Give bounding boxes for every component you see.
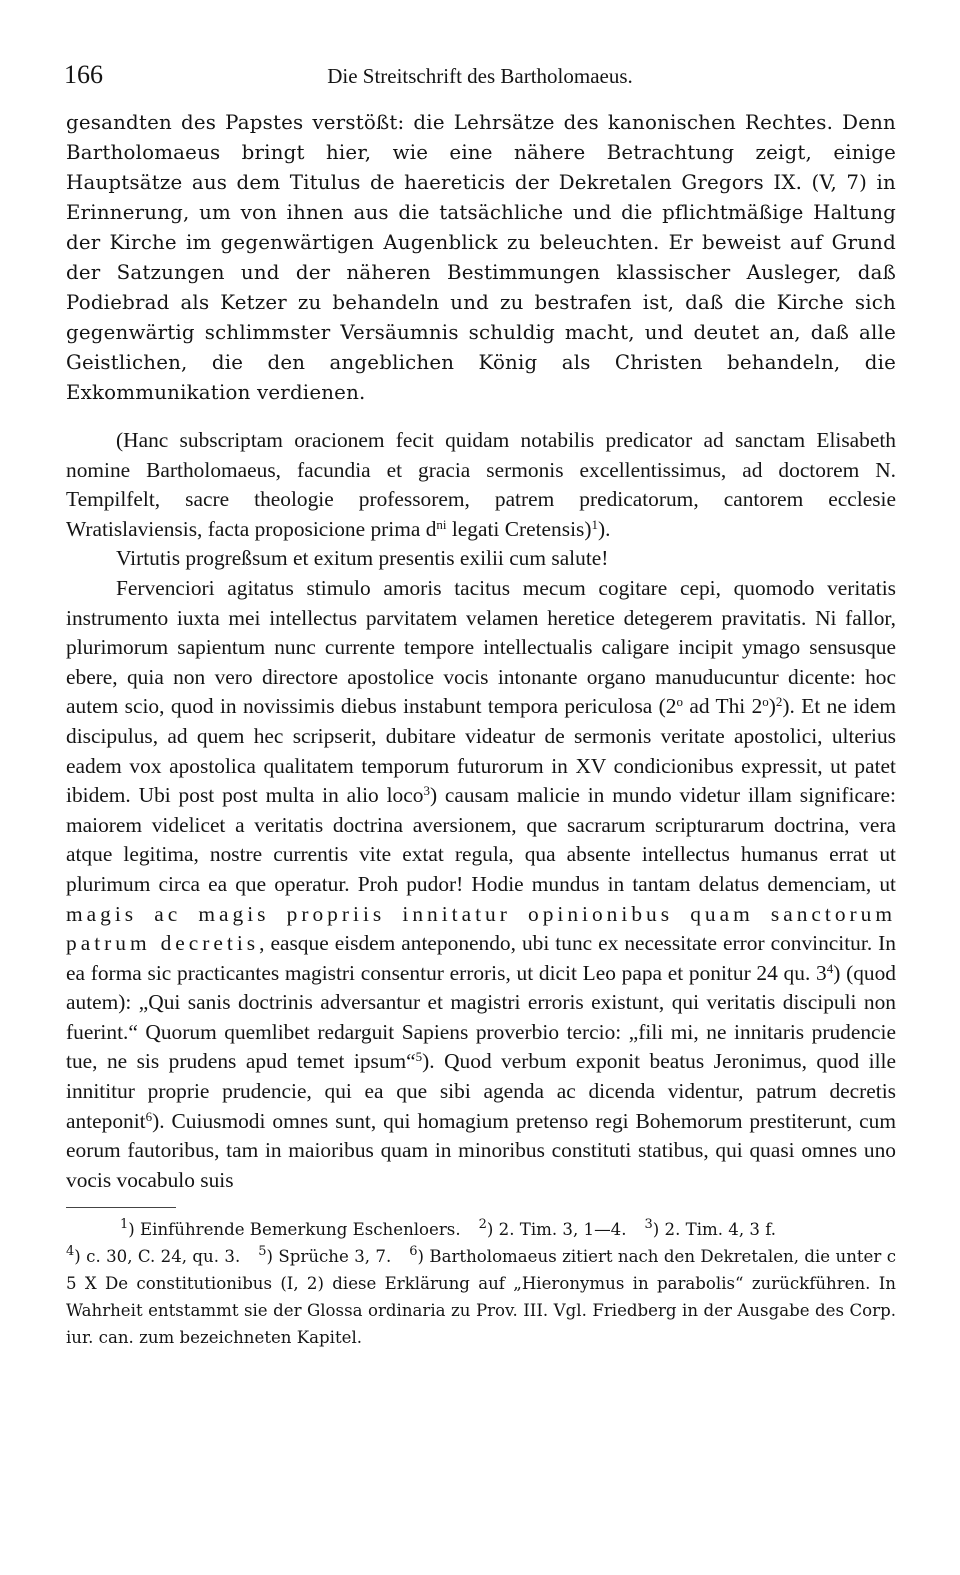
german-paragraph: gesandten des Papstes verstößt: die Lehrsätze des kanonischen Rechtes. Denn Bartholomaeus bringt hier, wie eine nähere Betrachtung zeigt, einige Hauptsätze aus dem Titulus de haereticis der Dekretalen Gregors IX. (V, 7) in Erinnerung, um von ihnen aus die tatsächliche und die pflichtmäßige Haltung der Kirche im gegenwärtigen Augenblick zu beleuchten. Er beweist auf Grund der Satzungen und der näheren Bestimmungen klassischer Ausleger, daß Podiebrad als Ketzer zu behandeln und zu bestrafen ist, daß die Kirche sich gegenwärtig schlimmster Versäumnis schuldig macht, und deutet an, daß alle Geistlichen, die den angeblichen König als Christen behandeln, die Exkommunikation verdienen.	[66, 111, 896, 404]
footnote-line-1: $^1$) Einführende Bemerkung Eschenloers. $^2$) 2. Tim. 3, 1—4. $^3$) 2. Tim. 4, 3 f.	[120, 1217, 777, 1240]
latin-paragraph-main: Fervenciori agitatus stimulo amoris tacitus mecum cogitare cepi, quomodo veritatis instrumento iuxta mei intellectus parvitatem velamen heretice detegerem pravitatis. Ni fallor, plurimorum sapientum nunc currente tempore intellectualis caligare incipit ymago sensusque ebere, quia non vero directore apostolice vocis intonante organo manuducuntur dicente: hoc autem scio, quod in novissimis diebus instabunt tempora periculosa (2$^o$ ad Thi 2$^o$)$^2$). Et ne idem discipulus, ad quem hec scripserit, dubitare videatur de sermonis veritate apostolici, ulterius eadem vox apostolica qualitatem temporum futurorum in XV condicionibus expressit, ut patet ibidem. Ubi post post multa in alio loco$^3$) causam malicie in mundo videtur illam significare: maiorem videlicet a veritatis doctrina aversionem, que sacrarum scripturarum doctrina, vera atque legitima, nostre currentis vite extat regula, qua absente intellectus humanus errat ut plurimum circa ea que operatur. Proh pudor! Hodie mundus in tantam delatus demenciam, ut magis ac magis propriis innitatur opinionibus quam sanctorum patrum decretis, easque eisdem anteponendo, ubi tunc ex necessitate error convincitur. In ea forma sic practicantes magistri consentur erroris, ut dicit Leo papa et ponitur 24 qu. $3^4$) (quod autem): „Qui sanis doctrinis adversantur et magistri erroris existunt, qui veritatis discipuli non fuerint.“ Quorum quemlibet redarguit Sapiens proverbio tercio: „fili mi, ne innitaris prudencie tue, ne sis prudens apud temet ipsum“$^5$). Quod verbum exponit beatus Jeronimus, quod ille innititur proprie prudencie, qui ea que sibi agenda ac dicenda videntur, patrum decretis anteponit$^6$). Cuiusmodi omnes sunt, qui homagium pretenso regi Bohemorum prestiterunt, cum eorum fautoribus, tam in maioribus quam in minoribus constituti statibus, qui quasi omnes uno vocis vocabulo suis	[66, 575, 896, 1192]
latin-text	[66, 426, 896, 1195]
footnote-ref: 3	[423, 783, 430, 799]
footnote-divider	[66, 1207, 176, 1208]
latin-salutation: Virtutis progreßsum et exitum presentis exilii cum salute!	[116, 546, 609, 571]
footnote-continuation: die unter c 5 X De constitutionibus (I, 2) diese Erklärung auf „Hieronymus in parabolis“ zurückführen. In Wahrheit entstammt sie der Glossa ordinaria zu Prov. III. Vgl. Friedberg in der Ausgabe des Corp. iur. can. zum bezeichneten Kapitel.	[66, 1247, 896, 1348]
footnote-ref: 6	[145, 1108, 153, 1124]
footnote-ref: 4	[826, 960, 834, 976]
footnote-ref: 5	[415, 1049, 423, 1065]
latin-paragraph-intro: (Hanc subscriptam oracionem fecit quidam notabilis predicator ad sanctam Elisabeth nomine Bartholomaeus, facundia et gracia sermonis excellentissimus, ad doctorem N. Tempilfelt, sacre theologie professorem, patrem predicatorum, cantorem ecclesie Wratislaviensis, facta proposicione prima $d^{ni}$ legati Cretensis)$^1$).	[66, 428, 896, 541]
footnote-ref: 2	[775, 694, 783, 710]
footnote-ref: 1	[591, 516, 598, 532]
footnotes	[66, 1216, 896, 1351]
spaced-emphasis: magis ac magis propriis innitatur opinionibus quam sanctorum patrum decretis	[66, 901, 896, 956]
footnote-line-2: $^4$) c. 30, C. 24, qu. 3. $^5$) Sprüche 3, 7. $^6$) Bartholomaeus zitiert nach den Dekretalen,	[66, 1244, 799, 1267]
page-header	[64, 60, 896, 96]
running-title: Die Streitschrift des Bartholomaeus.	[327, 64, 633, 88]
page-body	[66, 108, 896, 1351]
page-number: 166	[64, 60, 103, 89]
